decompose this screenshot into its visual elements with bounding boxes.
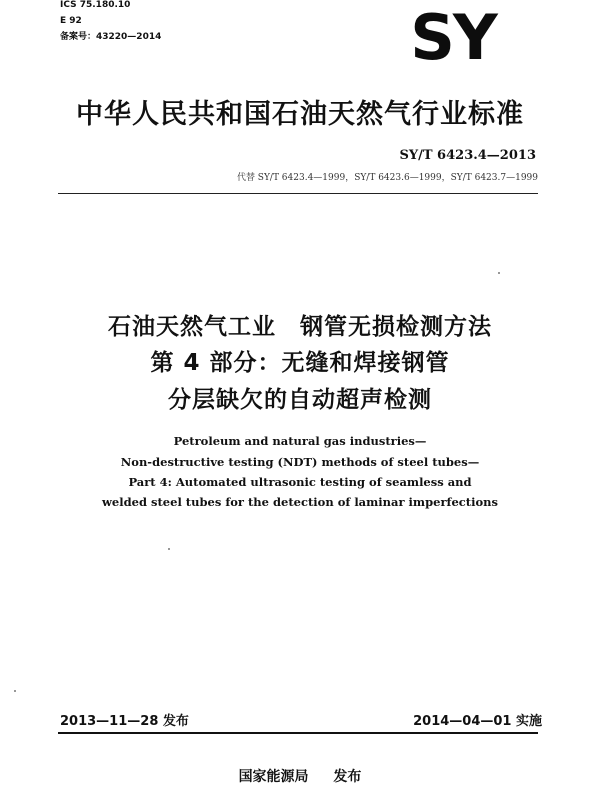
scan-speck: [168, 548, 170, 550]
chinese-title-line-3: 分层缺欠的自动超声检测: [168, 387, 432, 413]
standard-number: SY/T 6423.4—2013: [399, 148, 536, 163]
sy-logo: SY: [410, 1, 496, 74]
scan-speck: [14, 690, 16, 692]
footer-divider: [58, 732, 538, 734]
chinese-title-line-1: 石油天然气工业 钢管无损检测方法: [108, 314, 492, 340]
english-title-line-1: Petroleum and natural gas industries—: [173, 434, 427, 448]
filing-number: 备案号：43220—2014: [60, 32, 162, 42]
ics-code: ICS 75.180.10: [60, 0, 131, 10]
english-title-line-4: welded steel tubes for the detection of laminar imperfections: [102, 495, 498, 509]
scan-speck: [498, 272, 500, 274]
replaces-standards: 代替 SY/T 6423.4—1999，SY/T 6423.6—1999，SY/T 6423.7—1999: [236, 173, 538, 183]
header-divider: [58, 193, 538, 194]
issuing-authority: 国家能源局 发布: [238, 769, 362, 785]
english-title-line-3: Part 4: Automated ultrasonic testing of seamless and: [128, 475, 472, 489]
classification-code: E 92: [60, 16, 82, 26]
effective-date: 2014—04—01 实施: [413, 714, 542, 729]
issue-date: 2013—11—28 发布: [60, 714, 189, 729]
chinese-title-line-2: 第 4 部分：无缝和焊接钢管: [150, 350, 450, 376]
english-title-line-2: Non-destructive testing (NDT) methods of steel tubes—: [120, 455, 480, 469]
standard-category: 中华人民共和国石油天然气行业标准: [76, 99, 524, 130]
